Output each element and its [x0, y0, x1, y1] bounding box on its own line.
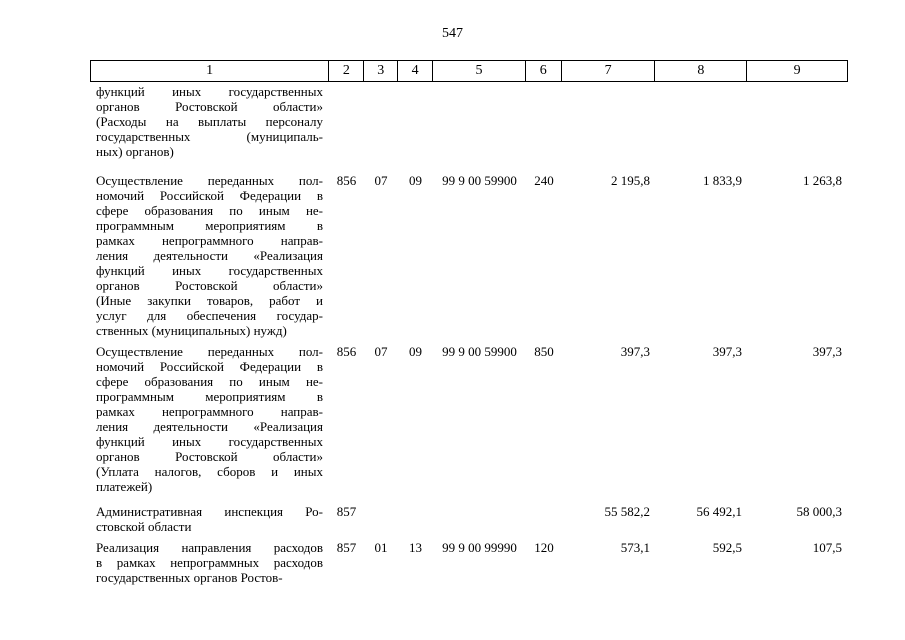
description-line: платежей): [96, 479, 153, 494]
cell-c8: [656, 84, 748, 159]
description-line: функций иных государственных: [96, 434, 323, 449]
cell-c7: [562, 84, 656, 159]
header-cell: 3: [364, 61, 398, 81]
header-cell: 8: [655, 61, 747, 81]
description-line: ственных (муниципальных) нужд): [96, 323, 287, 338]
cell-c7: 55 582,2: [604, 504, 650, 519]
cell-c4: 09: [409, 344, 422, 359]
cell-c3: [364, 84, 398, 159]
description-line: Административная инспекция Ро-: [96, 504, 323, 519]
cell-c5: 99 9 00 59900: [442, 173, 517, 188]
table-row: [90, 344, 848, 494]
cell-c7: 573,1: [620, 540, 650, 555]
cell-c2: [329, 84, 364, 159]
description-line: ления деятельности «Реализация: [96, 248, 323, 263]
description-line: услуг для обеспечения государ-: [96, 308, 323, 323]
description-line: программным мероприятиям в: [96, 218, 323, 233]
cell-c4: [398, 504, 433, 534]
cell-c6: 850: [534, 344, 554, 359]
table-body: [90, 84, 848, 585]
description-line: рамках непрограммного направ-: [96, 404, 323, 419]
cell-c5: 99 9 00 59900: [442, 344, 517, 359]
cell-c2: 857: [336, 540, 357, 555]
cell-c5: 99 9 00 99990: [442, 540, 517, 555]
description-line: программным мероприятиям в: [96, 389, 323, 404]
table-row: [90, 173, 848, 338]
row-description: [90, 504, 329, 534]
description-line: органов Ростовской области»: [96, 278, 323, 293]
cell-c9: 1 263,8: [803, 173, 842, 188]
cell-c8: 592,5: [712, 540, 742, 555]
cell-c5: [433, 504, 526, 534]
cell-c3: [364, 504, 398, 534]
page-number: 547: [442, 26, 463, 41]
description-line: государственных органов Ростов-: [96, 570, 283, 585]
cell-c2: 856: [336, 344, 357, 359]
row-description: [90, 540, 329, 585]
cell-c7: 397,3: [620, 344, 650, 359]
header-cell: 9: [793, 63, 801, 78]
cell-c6: 240: [534, 173, 554, 188]
budget-table: [90, 60, 848, 585]
row-description: [90, 344, 329, 494]
cell-c6: [526, 504, 562, 534]
header-cell: 6: [526, 61, 562, 81]
description-line: функций иных государственных: [96, 84, 323, 99]
description-line: органов Ростовской области»: [96, 99, 323, 114]
cell-c9: 58 000,3: [796, 504, 842, 519]
table-row: [90, 504, 848, 534]
description-line: государственных (муниципаль-: [96, 129, 323, 144]
description-line: рамках непрограммного направ-: [96, 233, 323, 248]
cell-c4: 09: [409, 173, 422, 188]
cell-c9: [748, 84, 848, 159]
cell-c7: 2 195,8: [611, 173, 650, 188]
table-row: [90, 540, 848, 585]
description-line: ных) органов): [96, 144, 174, 159]
cell-c9: 107,5: [812, 540, 842, 555]
cell-c8: 1 833,9: [703, 173, 742, 188]
cell-c2: 857: [336, 504, 357, 519]
cell-c6: 120: [534, 540, 554, 555]
header-cell: 1: [91, 61, 329, 81]
description-line: (Расходы на выплаты персоналу: [96, 114, 323, 129]
description-line: (Иные закупки товаров, работ и: [96, 293, 323, 308]
description-line: сфере образования по иным не-: [96, 203, 323, 218]
header-cell: 5: [433, 61, 526, 81]
row-description: [90, 84, 329, 159]
description-line: в рамках непрограммных расходов: [96, 555, 323, 570]
row-description: [90, 173, 329, 338]
cell-c3: 07: [374, 173, 388, 188]
cell-c4: 13: [409, 540, 422, 555]
description-line: ления деятельности «Реализация: [96, 419, 323, 434]
cell-c4: [398, 84, 433, 159]
description-line: Реализация направления расходов: [96, 540, 323, 555]
cell-c3: 07: [374, 344, 388, 359]
header-cell: 4: [398, 61, 433, 81]
description-line: функций иных государственных: [96, 263, 323, 278]
description-line: сфере образования по иным не-: [96, 374, 323, 389]
cell-c2: 856: [336, 173, 357, 188]
table-header-row: [90, 60, 848, 82]
description-line: номочий Российской Федерации в: [96, 188, 323, 203]
cell-c8: 397,3: [712, 344, 742, 359]
description-line: Осуществление переданных пол-: [96, 344, 323, 359]
cell-c3: 01: [374, 540, 388, 555]
description-line: стовской области: [96, 519, 192, 534]
header-cell: 7: [562, 61, 656, 81]
description-line: органов Ростовской области»: [96, 449, 323, 464]
description-line: Осуществление переданных пол-: [96, 173, 323, 188]
description-line: (Уплата налогов, сборов и иных: [96, 464, 323, 479]
table-row: [90, 84, 848, 159]
cell-c5: [433, 84, 526, 159]
header-cell: 2: [329, 61, 364, 81]
cell-c8: 56 492,1: [696, 504, 742, 519]
cell-c6: [526, 84, 562, 159]
cell-c9: 397,3: [812, 344, 842, 359]
description-line: номочий Российской Федерации в: [96, 359, 323, 374]
